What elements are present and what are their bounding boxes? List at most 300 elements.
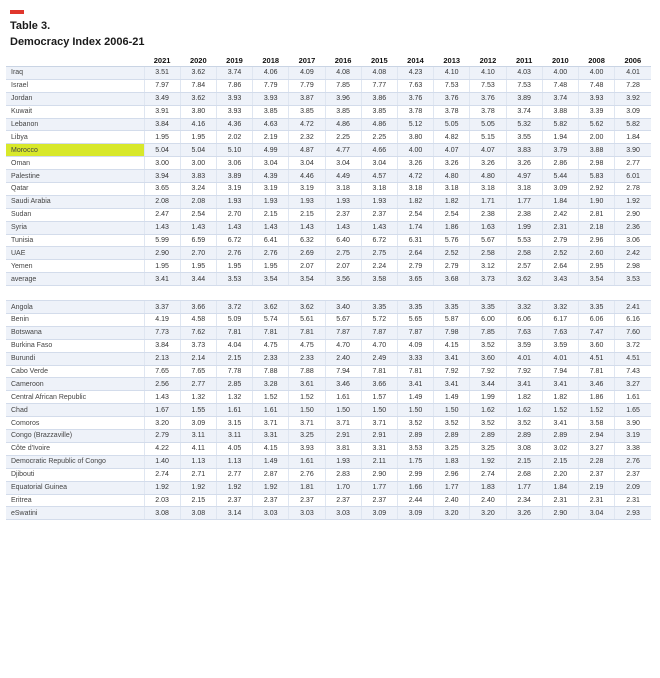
table-row: [6, 67, 651, 80]
score-cell: 3.06: [216, 157, 252, 170]
table-row: [6, 260, 651, 273]
score-cell: 1.43: [216, 221, 252, 234]
score-cell: 1.52: [289, 391, 325, 404]
score-cell: 3.26: [434, 157, 470, 170]
score-cell: 3.41: [434, 378, 470, 391]
score-cell: 4.10: [434, 67, 470, 80]
score-cell: 7.63: [397, 79, 433, 92]
score-cell: 4.75: [253, 339, 289, 352]
score-cell: 3.78: [470, 105, 506, 118]
year-header: 2013: [434, 54, 470, 67]
country-header: [6, 54, 144, 67]
year-header: 2012: [470, 54, 506, 67]
score-cell: 3.39: [578, 105, 614, 118]
score-cell: 3.18: [470, 183, 506, 196]
score-cell: 5.67: [470, 234, 506, 247]
score-cell: 1.82: [434, 195, 470, 208]
score-cell: 1.61: [253, 404, 289, 417]
score-cell: 2.58: [506, 247, 542, 260]
score-cell: 1.43: [144, 391, 180, 404]
score-cell: 7.88: [253, 365, 289, 378]
score-cell: 5.72: [361, 314, 397, 327]
score-cell: 7.85: [325, 79, 361, 92]
score-cell: 1.75: [397, 455, 433, 468]
score-cell: 3.83: [180, 170, 216, 183]
score-cell: 4.15: [253, 442, 289, 455]
score-cell: 1.95: [180, 131, 216, 144]
score-cell: 2.24: [361, 260, 397, 273]
score-cell: 1.95: [180, 260, 216, 273]
score-cell: 3.80: [397, 131, 433, 144]
score-cell: 7.53: [434, 79, 470, 92]
score-cell: 3.02: [542, 442, 578, 455]
score-cell: 3.66: [361, 378, 397, 391]
score-cell: 2.28: [578, 455, 614, 468]
score-cell: 7.81: [397, 365, 433, 378]
score-cell: 2.54: [434, 208, 470, 221]
score-cell: 3.89: [216, 170, 252, 183]
score-cell: 3.18: [397, 183, 433, 196]
score-cell: 2.14: [180, 352, 216, 365]
score-cell: 2.96: [578, 234, 614, 247]
score-cell: 4.09: [397, 339, 433, 352]
score-cell: 3.09: [361, 507, 397, 520]
country-name: Cameroon: [6, 378, 144, 391]
score-cell: 2.31: [542, 494, 578, 507]
score-cell: 4.08: [361, 67, 397, 80]
score-cell: 3.72: [216, 301, 252, 314]
score-cell: 3.49: [144, 92, 180, 105]
score-cell: 2.86: [542, 157, 578, 170]
score-cell: 3.84: [144, 339, 180, 352]
score-cell: 1.93: [216, 195, 252, 208]
score-cell: 2.15: [289, 208, 325, 221]
score-cell: 3.27: [615, 378, 651, 391]
score-cell: 1.13: [180, 455, 216, 468]
score-cell: 3.08: [180, 507, 216, 520]
score-cell: 1.77: [506, 481, 542, 494]
table-row: [6, 404, 651, 417]
score-cell: 3.41: [542, 417, 578, 430]
score-cell: 1.77: [506, 195, 542, 208]
score-cell: 3.25: [470, 442, 506, 455]
score-cell: 7.84: [180, 79, 216, 92]
score-cell: 5.10: [216, 144, 252, 157]
score-cell: 5.82: [542, 118, 578, 131]
score-cell: 2.71: [180, 468, 216, 481]
score-cell: 2.15: [180, 494, 216, 507]
score-cell: 4.75: [289, 339, 325, 352]
table-row: [6, 442, 651, 455]
country-name: Sudan: [6, 208, 144, 221]
score-cell: 3.28: [253, 378, 289, 391]
score-cell: 7.81: [289, 326, 325, 339]
score-cell: 6.01: [615, 170, 651, 183]
table-row: [6, 326, 651, 339]
score-cell: 1.93: [361, 195, 397, 208]
year-header: 2021: [144, 54, 180, 67]
score-cell: 6.00: [470, 314, 506, 327]
score-cell: 1.55: [180, 404, 216, 417]
score-cell: 1.92: [180, 481, 216, 494]
score-cell: 4.39: [253, 170, 289, 183]
score-cell: 4.11: [180, 442, 216, 455]
score-cell: 3.12: [470, 260, 506, 273]
score-cell: 2.77: [216, 468, 252, 481]
score-cell: 3.62: [180, 67, 216, 80]
score-cell: 3.62: [253, 301, 289, 314]
score-cell: 1.77: [434, 481, 470, 494]
score-cell: 3.93: [578, 92, 614, 105]
score-cell: 3.85: [253, 105, 289, 118]
score-cell: 7.81: [578, 365, 614, 378]
score-cell: 6.06: [506, 314, 542, 327]
score-cell: 2.47: [144, 208, 180, 221]
score-cell: 2.15: [216, 352, 252, 365]
score-cell: 3.52: [470, 339, 506, 352]
country-name: Eritrea: [6, 494, 144, 507]
score-cell: 2.38: [506, 208, 542, 221]
score-cell: 2.37: [361, 494, 397, 507]
score-cell: 7.48: [542, 79, 578, 92]
table-row: [6, 352, 651, 365]
score-cell: 1.43: [325, 221, 361, 234]
score-cell: 1.40: [144, 455, 180, 468]
score-cell: 3.60: [470, 352, 506, 365]
table-row: [6, 273, 651, 286]
score-cell: 2.02: [216, 131, 252, 144]
score-cell: 2.58: [470, 247, 506, 260]
country-name: Central African Republic: [6, 391, 144, 404]
score-cell: 4.46: [289, 170, 325, 183]
table-row: [6, 417, 651, 430]
score-cell: 1.74: [397, 221, 433, 234]
score-cell: 2.09: [615, 481, 651, 494]
country-name: Iraq: [6, 67, 144, 80]
score-cell: 2.52: [434, 247, 470, 260]
score-cell: 3.18: [434, 183, 470, 196]
score-cell: 3.04: [325, 157, 361, 170]
score-cell: 1.95: [144, 260, 180, 273]
year-header: 2008: [578, 54, 614, 67]
score-cell: 1.62: [506, 404, 542, 417]
score-cell: 7.77: [361, 79, 397, 92]
country-name: Jordan: [6, 92, 144, 105]
score-cell: 4.58: [180, 314, 216, 327]
score-cell: 5.74: [253, 314, 289, 327]
score-cell: 3.56: [325, 273, 361, 286]
score-cell: 3.09: [180, 417, 216, 430]
score-cell: 1.32: [216, 391, 252, 404]
score-cell: 2.77: [615, 157, 651, 170]
score-cell: 3.26: [397, 157, 433, 170]
score-cell: 4.22: [144, 442, 180, 455]
score-cell: 2.08: [180, 195, 216, 208]
score-cell: 2.89: [542, 430, 578, 443]
score-cell: 3.52: [397, 417, 433, 430]
score-cell: 6.72: [216, 234, 252, 247]
score-cell: 3.68: [434, 273, 470, 286]
score-cell: 2.90: [361, 468, 397, 481]
score-cell: 2.19: [578, 481, 614, 494]
score-cell: 2.11: [361, 455, 397, 468]
score-cell: 3.20: [470, 507, 506, 520]
score-cell: 2.76: [216, 247, 252, 260]
score-cell: 2.40: [470, 494, 506, 507]
score-cell: 3.93: [289, 442, 325, 455]
score-cell: 3.00: [144, 157, 180, 170]
country-name: Cabo Verde: [6, 365, 144, 378]
country-name: Qatar: [6, 183, 144, 196]
score-cell: 4.70: [325, 339, 361, 352]
country-name: Kuwait: [6, 105, 144, 118]
score-cell: 3.41: [506, 378, 542, 391]
score-cell: 3.35: [578, 301, 614, 314]
score-cell: 3.74: [542, 92, 578, 105]
score-cell: 2.96: [434, 468, 470, 481]
score-cell: 7.63: [542, 326, 578, 339]
score-cell: 2.15: [542, 455, 578, 468]
score-cell: 3.44: [470, 378, 506, 391]
score-cell: 3.00: [180, 157, 216, 170]
score-cell: 3.62: [289, 301, 325, 314]
score-cell: 1.50: [434, 404, 470, 417]
score-cell: 2.37: [361, 208, 397, 221]
score-cell: 3.71: [253, 417, 289, 430]
score-cell: 7.87: [397, 326, 433, 339]
score-cell: 1.86: [578, 391, 614, 404]
score-cell: 2.76: [289, 468, 325, 481]
score-cell: 5.44: [542, 170, 578, 183]
score-cell: 4.72: [397, 170, 433, 183]
score-cell: 3.14: [216, 507, 252, 520]
score-cell: 2.08: [144, 195, 180, 208]
score-cell: 3.18: [361, 183, 397, 196]
score-cell: 3.46: [325, 378, 361, 391]
score-cell: 3.03: [325, 507, 361, 520]
score-cell: 1.82: [542, 391, 578, 404]
score-cell: 3.03: [289, 507, 325, 520]
score-cell: 6.32: [289, 234, 325, 247]
score-cell: 2.33: [289, 352, 325, 365]
table-row: [6, 183, 651, 196]
score-cell: 2.95: [578, 260, 614, 273]
score-cell: 4.80: [470, 170, 506, 183]
score-cell: 3.09: [615, 105, 651, 118]
score-cell: 2.79: [397, 260, 433, 273]
score-cell: 2.00: [578, 131, 614, 144]
score-cell: 1.57: [361, 391, 397, 404]
score-cell: 3.84: [144, 118, 180, 131]
score-cell: 1.52: [253, 391, 289, 404]
score-cell: 3.58: [578, 417, 614, 430]
score-cell: 7.81: [361, 365, 397, 378]
year-header: 2014: [397, 54, 433, 67]
score-cell: 2.91: [361, 430, 397, 443]
score-cell: 2.79: [542, 234, 578, 247]
score-cell: 2.83: [325, 468, 361, 481]
score-cell: 2.37: [578, 468, 614, 481]
country-name: Burundi: [6, 352, 144, 365]
score-cell: 2.93: [615, 507, 651, 520]
country-name: Libya: [6, 131, 144, 144]
score-cell: 2.49: [361, 352, 397, 365]
score-cell: 2.90: [542, 507, 578, 520]
score-cell: 4.07: [434, 144, 470, 157]
score-cell: 7.98: [434, 326, 470, 339]
score-cell: 1.49: [253, 455, 289, 468]
country-name: average: [6, 273, 144, 286]
score-cell: 2.37: [325, 208, 361, 221]
score-cell: 5.04: [144, 144, 180, 157]
score-cell: 6.16: [615, 314, 651, 327]
score-cell: 3.35: [434, 301, 470, 314]
score-cell: 2.94: [578, 430, 614, 443]
score-cell: 2.90: [615, 208, 651, 221]
score-cell: 5.05: [434, 118, 470, 131]
score-cell: 1.52: [542, 404, 578, 417]
score-cell: 2.74: [144, 468, 180, 481]
score-cell: 7.92: [506, 365, 542, 378]
score-cell: 6.17: [542, 314, 578, 327]
score-cell: 3.44: [180, 273, 216, 286]
score-cell: 2.79: [144, 430, 180, 443]
table-row: [6, 301, 651, 314]
score-cell: 2.91: [325, 430, 361, 443]
score-cell: 5.12: [397, 118, 433, 131]
score-cell: 7.97: [144, 79, 180, 92]
score-cell: 1.90: [578, 195, 614, 208]
score-cell: 3.04: [578, 507, 614, 520]
score-cell: 3.27: [578, 442, 614, 455]
year-header: 2010: [542, 54, 578, 67]
score-cell: 1.92: [216, 481, 252, 494]
score-cell: 2.37: [289, 494, 325, 507]
score-cell: 4.51: [578, 352, 614, 365]
score-cell: 2.69: [289, 247, 325, 260]
score-cell: 1.63: [470, 221, 506, 234]
score-cell: 3.53: [615, 273, 651, 286]
score-cell: 2.15: [506, 455, 542, 468]
year-header-row: [6, 54, 651, 67]
country-name: Israel: [6, 79, 144, 92]
score-cell: 3.80: [180, 105, 216, 118]
score-cell: 3.35: [470, 301, 506, 314]
score-cell: 3.85: [325, 105, 361, 118]
score-cell: 1.95: [144, 131, 180, 144]
score-cell: 2.54: [397, 208, 433, 221]
score-cell: 1.81: [289, 481, 325, 494]
country-name: Syria: [6, 221, 144, 234]
score-cell: 2.34: [506, 494, 542, 507]
score-cell: 5.82: [615, 118, 651, 131]
score-cell: 7.47: [578, 326, 614, 339]
score-cell: 1.99: [470, 391, 506, 404]
score-cell: 4.63: [253, 118, 289, 131]
year-header: 2006: [615, 54, 651, 67]
score-cell: 3.35: [397, 301, 433, 314]
country-name: Saudi Arabia: [6, 195, 144, 208]
accent-bar: [10, 10, 24, 14]
score-cell: 1.84: [615, 131, 651, 144]
score-cell: 3.03: [253, 507, 289, 520]
score-cell: 2.25: [325, 131, 361, 144]
score-cell: 3.59: [542, 339, 578, 352]
score-cell: 7.79: [253, 79, 289, 92]
score-cell: 3.92: [615, 92, 651, 105]
score-cell: 4.86: [361, 118, 397, 131]
score-cell: 2.42: [615, 247, 651, 260]
table-row: [6, 79, 651, 92]
score-cell: 2.03: [144, 494, 180, 507]
country-name: Chad: [6, 404, 144, 417]
score-cell: 4.70: [361, 339, 397, 352]
table-row: [6, 468, 651, 481]
score-cell: 3.52: [434, 417, 470, 430]
score-cell: 7.43: [615, 365, 651, 378]
score-cell: 2.78: [615, 183, 651, 196]
score-cell: 4.07: [470, 144, 506, 157]
score-cell: 3.52: [470, 417, 506, 430]
score-cell: 3.53: [216, 273, 252, 286]
score-cell: 7.94: [542, 365, 578, 378]
score-cell: 2.70: [180, 247, 216, 260]
score-cell: 3.71: [289, 417, 325, 430]
score-cell: 2.20: [542, 468, 578, 481]
score-cell: 3.85: [361, 105, 397, 118]
score-cell: 3.06: [615, 234, 651, 247]
score-cell: 7.86: [216, 79, 252, 92]
score-cell: 3.08: [506, 442, 542, 455]
score-cell: 1.49: [397, 391, 433, 404]
table-row: [6, 105, 651, 118]
score-cell: 4.00: [542, 67, 578, 80]
score-cell: 7.87: [361, 326, 397, 339]
score-cell: 2.60: [578, 247, 614, 260]
score-cell: 7.28: [615, 79, 651, 92]
score-cell: 1.92: [144, 481, 180, 494]
table-row: [6, 247, 651, 260]
score-cell: 7.65: [180, 365, 216, 378]
score-cell: 1.43: [180, 221, 216, 234]
score-cell: 2.75: [361, 247, 397, 260]
score-cell: 3.66: [180, 301, 216, 314]
score-cell: 2.15: [253, 208, 289, 221]
country-name: Tunisia: [6, 234, 144, 247]
score-cell: 2.40: [325, 352, 361, 365]
score-cell: 1.66: [397, 481, 433, 494]
score-cell: 1.86: [434, 221, 470, 234]
country-name: Botswana: [6, 326, 144, 339]
score-cell: 1.92: [253, 481, 289, 494]
table-row: [6, 92, 651, 105]
score-cell: 1.93: [325, 455, 361, 468]
score-cell: 2.75: [325, 247, 361, 260]
score-cell: 6.31: [397, 234, 433, 247]
score-cell: 1.77: [361, 481, 397, 494]
score-cell: 2.07: [289, 260, 325, 273]
score-cell: 7.73: [144, 326, 180, 339]
score-cell: 3.41: [542, 378, 578, 391]
year-header: 2016: [325, 54, 361, 67]
score-cell: 3.18: [506, 183, 542, 196]
score-cell: 6.59: [180, 234, 216, 247]
score-cell: 1.43: [289, 221, 325, 234]
country-name: Angola: [6, 301, 144, 314]
table-row: [6, 195, 651, 208]
score-cell: 4.15: [434, 339, 470, 352]
score-cell: 3.51: [144, 67, 180, 80]
